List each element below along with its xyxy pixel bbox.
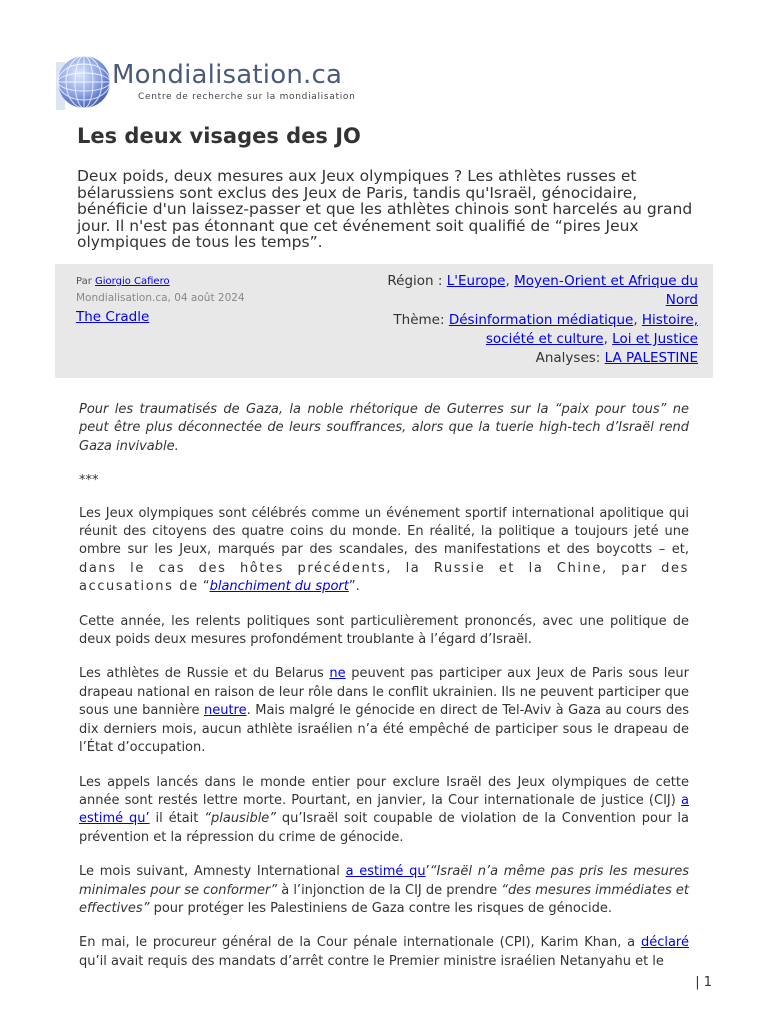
link-declare[interactable]: déclaré <box>640 935 689 951</box>
paragraph-5 <box>79 863 689 918</box>
link-neutre[interactable]: neutre <box>203 703 247 719</box>
region-label: Région : <box>387 273 443 289</box>
page-number: | 1 <box>695 975 712 990</box>
paragraph-5-text-a: Le mois suivant, Amnesty International <box>79 864 340 880</box>
region-link-mena[interactable]: Moyen-Orient et Afrique du Nord <box>514 273 698 309</box>
paragraph-3-text-a: Les athlètes de Russie et du Belarus <box>79 666 324 682</box>
quote-open: “ <box>202 579 210 595</box>
paragraph-1 <box>79 505 689 597</box>
globe-logo-icon <box>54 52 114 112</box>
theme-separator-2: , <box>603 330 608 347</box>
intro-paragraph: Pour les traumatisés de Gaza, la noble rhétorique de Guterres sur la “paix pour tous” ne peut être plus déconnectée de leurs souffrances, alors que la tuerie high-tech d’Israël rend Gaza invivable. <box>79 402 689 454</box>
paragraph-5-apostrophe: ’ <box>425 864 430 880</box>
author-block <box>76 274 326 325</box>
paragraph-3 <box>79 665 689 757</box>
region-separator: , <box>505 273 510 289</box>
paragraph-5-text-c: à l’injonction de la CIJ de prendre <box>281 882 498 898</box>
region-line <box>368 272 698 311</box>
section-separator: *** <box>79 473 99 489</box>
analyses-label: Analyses: <box>535 350 601 367</box>
paragraph-6-text-a: En mai, le procureur général de la Cour pénale internationale (CPI), Karim Khan, a <box>79 935 636 951</box>
article-lead: Deux poids, deux mesures aux Jeux olympiques ? Les athlètes russes et bélarussiens sont exclus des Jeux de Paris, tandis qu'Israël, génocidaire, bénéficie d'un laissez-passer et que les athlètes chinois sont harcelés au grand jour. Il n'est pas étonnant que cet événement soit qualifié de “pires Jeux olympiques de tous les temps”. <box>77 167 693 252</box>
paragraph-4-text-b: il était <box>155 811 199 827</box>
byline-prefix: Par <box>76 276 92 287</box>
link-blanchiment-du-sport[interactable]: blanchiment du sport <box>209 579 349 595</box>
site-header <box>54 52 384 114</box>
paragraph-2: Cette année, les relents politiques sont particulièrement prononcés, avec une politique de deux poids deux mesures profondément troublante à l’égard d’Israël. <box>79 613 689 648</box>
source-date: Mondialisation.ca, 04 août 2024 <box>76 292 245 304</box>
byline <box>76 276 326 287</box>
analyses-link-palestine[interactable]: LA PALESTINE <box>604 350 698 367</box>
quote-close: ”. <box>348 579 360 595</box>
link-a-estime-qu-cij[interactable]: a estimé qu’ <box>79 792 689 827</box>
article-meta-box <box>55 264 713 378</box>
author-link[interactable]: Giorgio Cafiero <box>95 276 170 287</box>
paragraph-4-text-a: Les appels lancés dans le monde entier pour exclure Israël des Jeux olympiques de cette année sont restés lettre morte. Pourtant, en janvier, la Cour internationale de justice (CIJ) <box>79 774 689 808</box>
paragraph-5-quote-1: “Israël n’a même pas pris les mesures minimales pour se conformer” <box>79 864 689 898</box>
paragraph-3-text-b: peuvent pas participer aux Jeux de Paris sous leur drapeau national en raison de leur rôle dans le conflit ukrainien. Ils ne peuvent participer que sous une bannière <box>79 666 689 719</box>
theme-link-law[interactable]: Loi et Justice <box>612 330 698 347</box>
paragraph-4-quote: “plausible” <box>204 811 277 827</box>
paragraph-5-text-d: pour protéger les Palestiniens de Gaza contre les risques de génocide. <box>153 900 612 916</box>
theme-line <box>368 311 698 350</box>
theme-label: Thème: <box>393 311 445 328</box>
paragraph-6 <box>79 934 689 971</box>
paragraph-3-text-c: . Mais malgré le génocide en direct de Tel-Aviv à Gaza au cours des dix derniers mois, aucun athlète israélien n’a été empêché de participer sous le drapeau de l’État d’occupation. <box>79 703 689 756</box>
paragraph-4-text-c: qu’Israël soit coupable de violation de la Convention pour la prévention et la répression du crime de génocide. <box>79 811 689 845</box>
article-body <box>79 401 689 987</box>
region-link-europe[interactable]: L'Europe <box>446 273 506 289</box>
theme-separator-1: , <box>633 311 638 328</box>
link-a-estime-qu-amnesty[interactable]: a estimé qu <box>345 864 426 880</box>
theme-link-history[interactable]: Histoire, société et culture <box>485 311 698 347</box>
paragraph-1-text: Les Jeux olympiques sont célébrés comme un événement sportif international apolitique qui réunit des citoyens des quatre coins du monde. En réalité, la politique a toujours jeté une ombre sur les Jeux, marqués par des scandales, des manifestations et des boycotts – et, <box>79 505 689 558</box>
paragraph-5-quote-2: “des mesures immédiates et effectives” <box>79 882 689 916</box>
article-title: Les deux visages des JO <box>77 124 361 148</box>
analyses-line <box>368 349 698 368</box>
paragraph-4 <box>79 774 689 848</box>
taxonomy-block <box>368 272 698 368</box>
site-name[interactable]: Mondialisation.ca <box>112 60 343 90</box>
site-tagline: Centre de recherche sur la mondialisation <box>138 92 356 102</box>
paragraph-6-text-b: qu’il avait requis des mandats d’arrêt contre le Premier ministre israélien Netanyahu et le <box>79 953 664 969</box>
link-ne[interactable]: ne <box>329 666 346 682</box>
theme-link-disinformation[interactable]: Désinformation médiatique <box>448 311 634 328</box>
paragraph-1-spaced: dans le cas des hôtes précédents, la Russie et la Chine, par des accusations de <box>79 560 689 595</box>
outlet-link[interactable]: The Cradle <box>76 309 150 325</box>
